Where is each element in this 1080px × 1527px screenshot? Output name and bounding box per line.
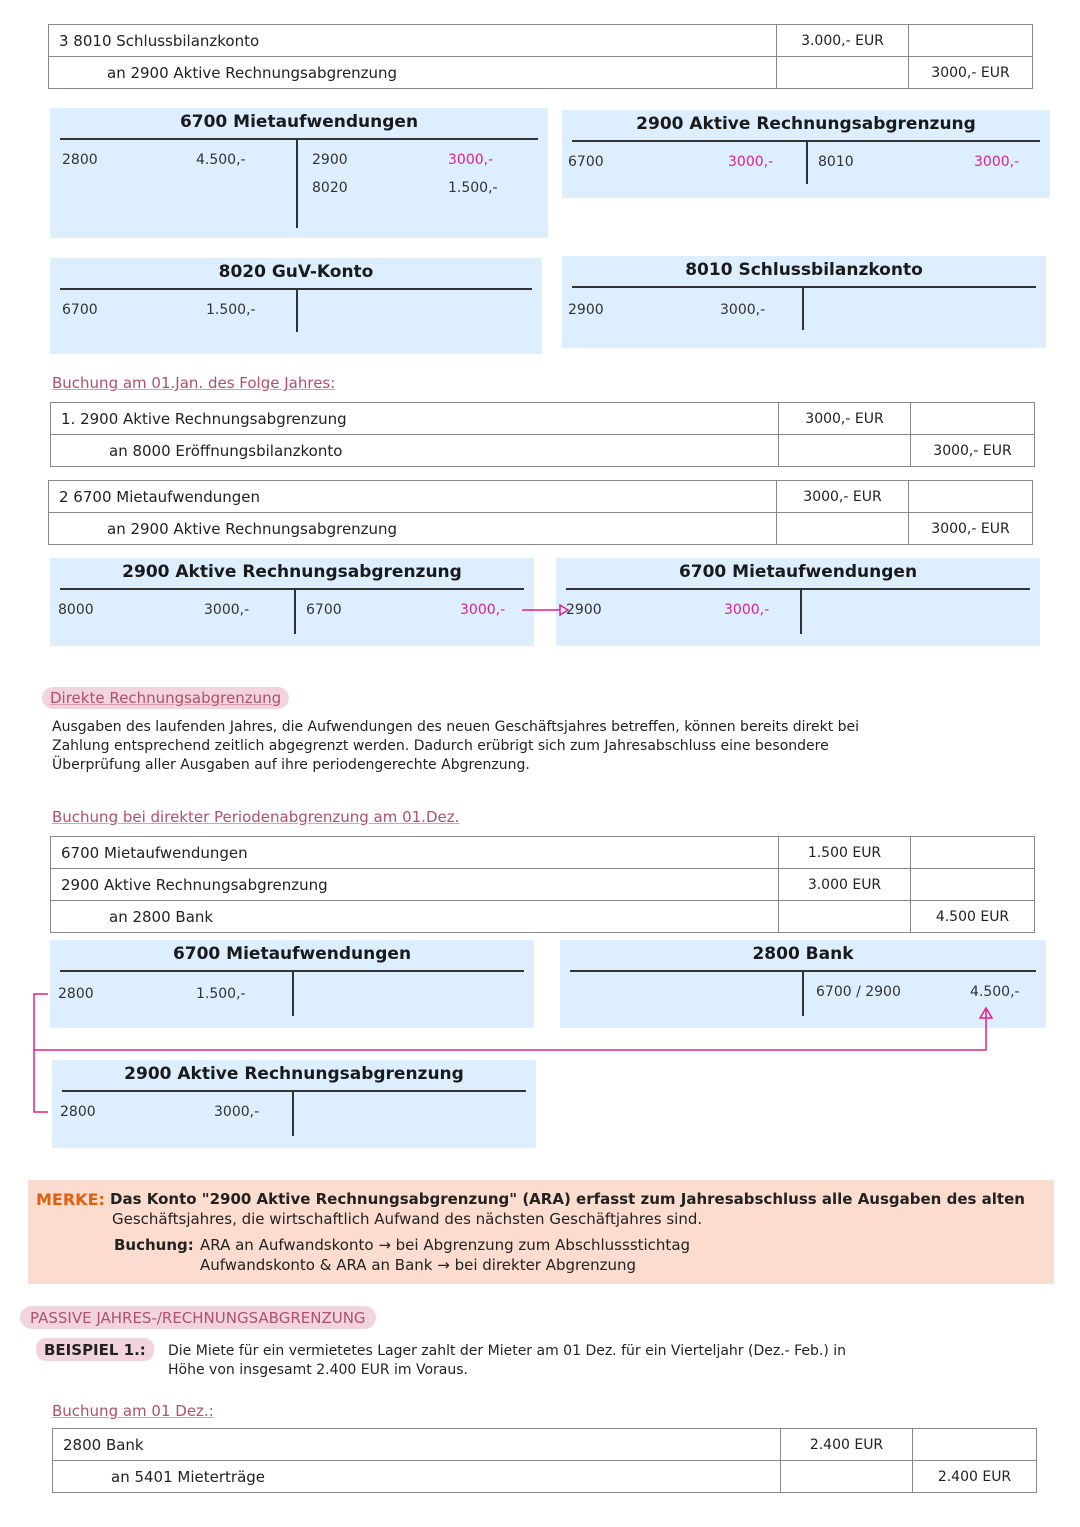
journal-credit <box>909 25 1033 57</box>
journal-text: 2 6700 Mietaufwendungen <box>49 481 777 513</box>
journal-text: an 8000 Eröffnungsbilanzkonto <box>51 435 779 467</box>
journal-debit <box>781 1461 913 1493</box>
t-account-title: 8020 GuV-Konto <box>218 262 374 282</box>
direkte-line: Überprüfung aller Ausgaben auf ihre periodengerechte Abgrenzung. <box>52 757 530 773</box>
merke-line: Geschäftsjahres, die wirtschaftlich Aufwand des nächsten Geschäftjahres sind. <box>112 1210 703 1228</box>
direkte-line: Ausgaben des laufenden Jahres, die Aufwendungen des neuen Geschäftsjahres betreffen, können bereits direkt bei <box>52 719 860 735</box>
journal-text: an 5401 Mieterträge <box>53 1461 781 1493</box>
journal-debit: 3.000 EUR <box>779 869 911 901</box>
journal-table-dez <box>52 1428 1037 1493</box>
t-account-entry-label: 6700 / 2900 <box>816 984 901 1000</box>
table-row <box>51 403 1035 435</box>
t-account-entry-label: 6700 <box>62 302 98 318</box>
journal-table-folgejahr-1 <box>50 402 1035 467</box>
t-account-entry-label: 2800 <box>58 986 94 1002</box>
t-account-entry-amount: 4.500,- <box>970 984 1020 1000</box>
t-account-title: 2800 Bank <box>752 944 854 964</box>
t-account-title: 6700 Mietaufwendungen <box>678 562 918 582</box>
merke-line: ARA an Aufwandskonto → bei Abgrenzung zum Abschlussstichtag <box>200 1236 691 1254</box>
t-account-entry-amount: 3000,- <box>214 1104 260 1120</box>
direkte-paragraph <box>52 718 1062 775</box>
journal-credit <box>909 481 1033 513</box>
heading-buchung-dez: Buchung am 01 Dez.: <box>52 1402 214 1420</box>
journal-debit <box>779 901 911 933</box>
journal-text: 3 8010 Schlussbilanzkonto <box>49 25 777 57</box>
t-account-entry-amount: 3000,- <box>204 602 250 618</box>
journal-text: an 2900 Aktive Rechnungsabgrenzung <box>49 57 777 89</box>
journal-debit: 2.400 EUR <box>781 1429 913 1461</box>
direkte-line: Zahlung entsprechend zeitlich abgegrenzt werden. Dadurch erübrigt sich zum Jahresabschluss eine besondere <box>52 738 829 754</box>
t-account-entry-amount: 3000,- <box>448 152 494 168</box>
t-account-entry-amount: 4.500,- <box>196 152 246 168</box>
journal-debit: 1.500 EUR <box>779 837 911 869</box>
t-account-8020 <box>50 258 542 354</box>
merke-buchung-label: Buchung: <box>114 1236 194 1254</box>
journal-credit <box>911 403 1035 435</box>
t-account-entry-amount: 1.500,- <box>206 302 256 318</box>
table-row <box>49 513 1033 545</box>
journal-text: 2800 Bank <box>53 1429 781 1461</box>
t-account-entry-label: 8020 <box>312 180 348 196</box>
journal-table-folgejahr-2 <box>48 480 1033 545</box>
journal-debit <box>777 57 909 89</box>
t-account-entry-label: 2900 <box>566 602 602 618</box>
t-account-entry-amount: 3000,- <box>460 602 506 618</box>
journal-credit: 3000,- EUR <box>909 513 1033 545</box>
t-account-entry-label: 2800 <box>60 1104 96 1120</box>
journal-credit <box>911 869 1035 901</box>
journal-text: an 2800 Bank <box>51 901 779 933</box>
journal-table-direkt <box>50 836 1035 933</box>
table-row <box>51 869 1035 901</box>
journal-debit <box>779 435 911 467</box>
table-row <box>49 25 1033 57</box>
journal-debit: 3000,- EUR <box>777 481 909 513</box>
t-account-entry-label: 6700 <box>306 602 342 618</box>
t-account-title: 2900 Aktive Rechnungsabgrenzung <box>124 1064 464 1084</box>
journal-text: 6700 Mietaufwendungen <box>51 837 779 869</box>
t-account-2900-folgejahr <box>50 558 534 646</box>
table-row <box>49 481 1033 513</box>
t-account-entry-label: 6700 <box>568 154 604 170</box>
t-account-title: 6700 Mietaufwendungen <box>172 944 412 964</box>
t-account-title: 8010 Schlussbilanzkonto <box>685 260 923 280</box>
journal-credit <box>913 1429 1037 1461</box>
table-row <box>53 1429 1037 1461</box>
table-row <box>51 901 1035 933</box>
beispiel-line: Die Miete für ein vermietetes Lager zahlt der Mieter am 01 Dez. für ein Vierteljahr (Dez.- Feb.) in <box>168 1343 847 1359</box>
merke-label: MERKE: <box>36 1190 105 1209</box>
beispiel-text <box>168 1342 846 1380</box>
journal-debit: 3.000,- EUR <box>777 25 909 57</box>
journal-text: 2900 Aktive Rechnungsabgrenzung <box>51 869 779 901</box>
journal-credit <box>911 837 1035 869</box>
journal-debit <box>777 513 909 545</box>
table-row <box>51 435 1035 467</box>
journal-table-abschluss <box>48 24 1033 89</box>
t-account-2900-direkt <box>52 1060 536 1148</box>
journal-text: an 2900 Aktive Rechnungsabgrenzung <box>49 513 777 545</box>
merke-line: Das Konto "2900 Aktive Rechnungsabgrenzung" (ARA) erfasst zum Jahresabschluss alle Ausgaben des alten <box>110 1190 1025 1208</box>
t-account-entry-label: 2800 <box>62 152 98 168</box>
t-account-6700-folgejahr <box>556 558 1040 646</box>
t-account-entry-label: 8010 <box>818 154 854 170</box>
t-account-6700-direkt <box>50 940 534 1028</box>
t-account-8010 <box>562 256 1046 348</box>
t-account-entry-amount: 3000,- <box>728 154 774 170</box>
t-account-title: 6700 Mietaufwendungen <box>179 112 419 132</box>
t-account-entry-amount: 1.500,- <box>196 986 246 1002</box>
t-account-title: 2900 Aktive Rechnungsabgrenzung <box>122 562 462 582</box>
passive-heading: PASSIVE JAHRES-/RECHNUNGSABGRENZUNG <box>30 1309 366 1327</box>
direkte-badge: Direkte Rechnungsabgrenzung <box>42 687 289 709</box>
beispiel-label: BEISPIEL 1.: <box>44 1341 146 1359</box>
table-row <box>49 57 1033 89</box>
t-account-entry-amount: 3000,- <box>974 154 1020 170</box>
journal-credit: 3000,- EUR <box>909 57 1033 89</box>
t-account-2800-bank <box>560 940 1046 1028</box>
t-account-entry-label: 2900 <box>312 152 348 168</box>
t-account-entry-amount: 1.500,- <box>448 180 498 196</box>
table-row <box>53 1461 1037 1493</box>
t-account-title: 2900 Aktive Rechnungsabgrenzung <box>636 114 976 134</box>
merke-box <box>28 1180 1054 1284</box>
t-account-6700 <box>50 108 548 238</box>
journal-credit: 3000,- EUR <box>911 435 1035 467</box>
heading-buchung-direkt: Buchung bei direkter Periodenabgrenzung am 01.Dez. <box>52 808 460 826</box>
t-account-entry-amount: 3000,- <box>724 602 770 618</box>
heading-buchung-folgejahr: Buchung am 01.Jan. des Folge Jahres: <box>52 374 336 392</box>
t-account-entry-label: 2900 <box>568 302 604 318</box>
journal-text: 1. 2900 Aktive Rechnungsabgrenzung <box>51 403 779 435</box>
t-account-entry-amount: 3000,- <box>720 302 766 318</box>
journal-credit: 2.400 EUR <box>913 1461 1037 1493</box>
arrow-icon <box>520 600 570 620</box>
t-account-entry-label: 8000 <box>58 602 94 618</box>
beispiel-line: Höhe von insgesamt 2.400 EUR im Voraus. <box>168 1362 468 1378</box>
merke-line: Aufwandskonto & ARA an Bank → bei direkter Abgrenzung <box>200 1256 637 1274</box>
journal-debit: 3000,- EUR <box>779 403 911 435</box>
t-account-2900 <box>562 110 1050 198</box>
journal-credit: 4.500 EUR <box>911 901 1035 933</box>
table-row <box>51 837 1035 869</box>
